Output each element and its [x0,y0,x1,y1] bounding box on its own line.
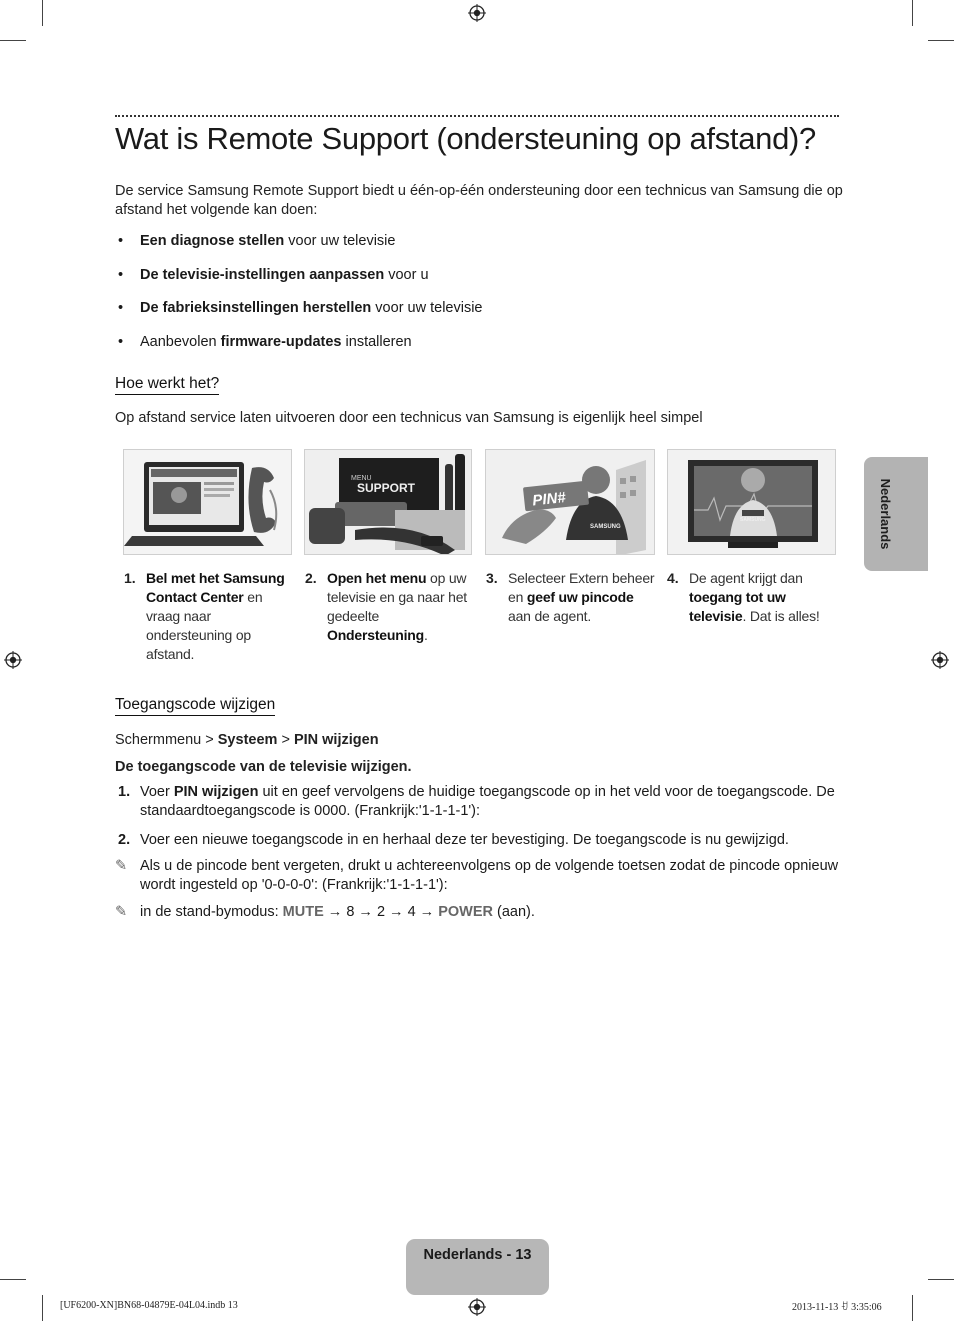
crop-mark [42,0,43,26]
note-pencil-icon: ✎ [115,858,128,874]
brand-label: SAMSUNG [590,524,621,530]
note-pencil-icon: ✎ [115,904,128,920]
registration-mark-icon [4,651,22,669]
crop-mark [42,1295,43,1321]
code-subheading: De toegangscode van de televisie wijzigen. [115,759,412,775]
intro-text: De service Samsung Remote Support biedt u één-op-één ondersteuning door een technicus van Samsung die op afstand het volgende kan doen: [115,183,843,218]
registration-mark-icon [468,4,486,22]
crop-mark [912,0,913,26]
step-image-tv-menu [304,449,472,555]
menu-label: MENU [351,475,372,482]
title-rule [115,115,839,117]
print-slug-right: 2013-11-13 ꀀ 3:35:06 [792,1302,882,1313]
how-text: Op afstand service laten uitvoeren door een technicus van Samsung is eigenlijk heel simpel [115,410,703,426]
print-slug-left: [UF6200-XN]BN68-04879E-04L04.indb 13 [60,1300,238,1311]
step-image-agent-tv [667,449,836,555]
step-image-pin-agent [485,449,655,555]
section-heading-how: Hoe werkt het? [115,375,219,395]
crop-mark [0,1279,26,1280]
support-label: SUPPORT [357,481,416,495]
language-side-tab: Nederlands [864,457,928,571]
pin-label: PIN# [531,489,567,510]
page-title: Wat is Remote Support (ondersteuning op afstand)? [115,121,816,156]
step-image-laptop-phone [123,449,292,555]
page-number-tab: Nederlands - 13 [406,1239,549,1295]
crop-mark [928,1279,954,1280]
brand-label: SAMSUNG [740,517,766,523]
crop-mark [928,40,954,41]
crop-mark [0,40,26,41]
crop-mark [912,1295,913,1321]
registration-mark-icon [468,1298,486,1316]
menu-path: Schermmenu > Systeem > PIN wijzigen [115,732,379,748]
section-heading-code: Toegangscode wijzigen [115,696,275,716]
registration-mark-icon [931,651,949,669]
